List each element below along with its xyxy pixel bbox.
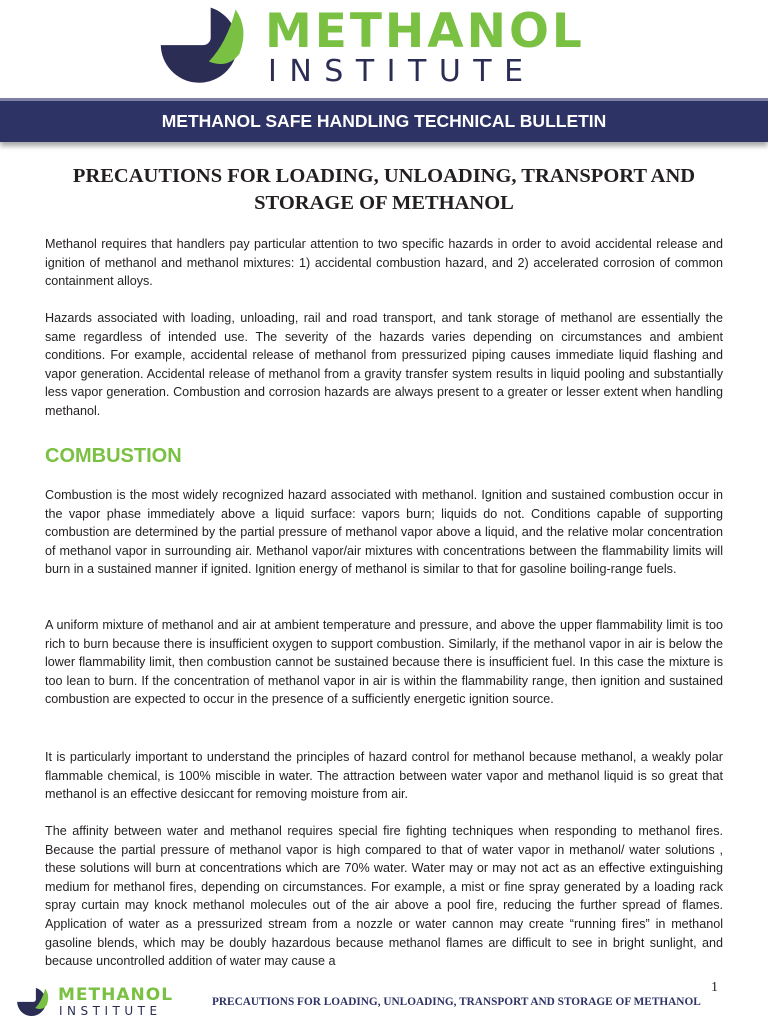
banner-title: METHANOL SAFE HANDLING TECHNICAL BULLETIN [161,111,607,131]
combustion-paragraph: Combustion is the most widely recognized hazard associated with methanol. Ignition and sustained combustion occur in the vapor phase immediately above a liquid surface: vapors burn; liquids do not. Conditions capable of supporting combustion are determined by the partial pressure of methanol vapor above a liquid, and the relative molar concentration of methanol vapor in surrounding air. Methanol vapor/air mixtures with concentrations between the flammability limits will burn in a sustained manner if ignited. Ignition energy of methanol is similar to that for gasoline boiling-range fuels. [45,488,723,577]
methanol-institute-logo-icon [155,0,251,96]
header-logo [155,0,595,96]
footer-logo-wordmark-methanol: METHANOL [58,985,174,1005]
logo-wordmark-institute: INSTITUTE [268,54,536,89]
methanol-institute-logo-icon [15,985,51,1021]
intro-paragraph: Hazards associated with loading, unloading, rail and road transport, and tank storage of methanol are essentially the same regardless of intended use. The severity of the hazards varies depending on circumstances and ambient conditions. For example, accidental release of methanol from pressurized piping causes immediate liquid flashing and vapor generation. Accidental release of methanol from a gravity transfer system results in liquid pooling and substantially less vapor generation. Combustion and corrosion hazards are always present to a greater or lesser extent when handling methanol. [45,311,723,418]
document-title [40,163,728,217]
combustion-paragraph: The affinity between water and methanol requires special fire fighting techniques when responding to methanol fires. Because the partial pressure of methanol vapor is high compared to that of water vapor in methanol/ water solutions , these solutions will burn at concentrations which are 70% water. Water may or may not act as an effective extinguishing medium for methanol fires, depending on circumstances. For example, a mist or fine spray generated by a loading rack spray curtain may knock methanol molecules out of the air above a pool fire, reducing the further spread of flames. Application of water as a pressurized stream from a nozzle or water cannon may create “running fires” in methanol gasoline blends, which may be doubly hazardous because methanol flames are difficult to see in bright sunlight, and because uncontrolled addition of water may cause a [45,824,723,969]
bulletin-banner [0,98,768,142]
page-number: 1 [711,980,718,995]
footer-logo-wordmark-institute: INSTITUTE [59,1004,162,1018]
footer-logo [15,985,195,1021]
combustion-paragraph: A uniform mixture of methanol and air at ambient temperature and pressure, and above the upper flammability limit is too rich to burn because there is insufficient oxygen to support combustion. Similarly, if the methanol vapor in air is below the lower flammability limit, then combustion cannot be sustained because there is insufficient fuel. In this case the mixture is too lean to burn. If the concentration of methanol vapor in air is within the flammability range, then ignition and sustained combustion are expected to occur in the presence of a sufficiently energetic ignition source. [45,618,723,707]
document-title-line-1: PRECAUTIONS FOR LOADING, UNLOADING, TRANSPORT AND [72,165,696,187]
section-heading-combustion: COMBUSTION [45,445,182,467]
footer-title: PRECAUTIONS FOR LOADING, UNLOADING, TRANSPORT AND STORAGE OF METHANOL [212,996,701,1008]
intro-paragraph: Methanol requires that handlers pay particular attention to two specific hazards in order to avoid accidental release and ignition of methanol and methanol mixtures: 1) accidental combustion hazard, and 2) accelerated corrosion of common containment alloys. [45,237,723,289]
combustion-paragraph: It is particularly important to understand the principles of hazard control for methanol because methanol, a weakly polar flammable chemical, is 100% miscible in water. The attraction between water vapor and methanol liquid is so great that methanol is an effective desiccant for removing moisture from air. [45,750,723,802]
logo-wordmark-methanol: METHANOL [265,4,585,59]
document-title-line-2: STORAGE OF METHANOL [254,192,514,214]
